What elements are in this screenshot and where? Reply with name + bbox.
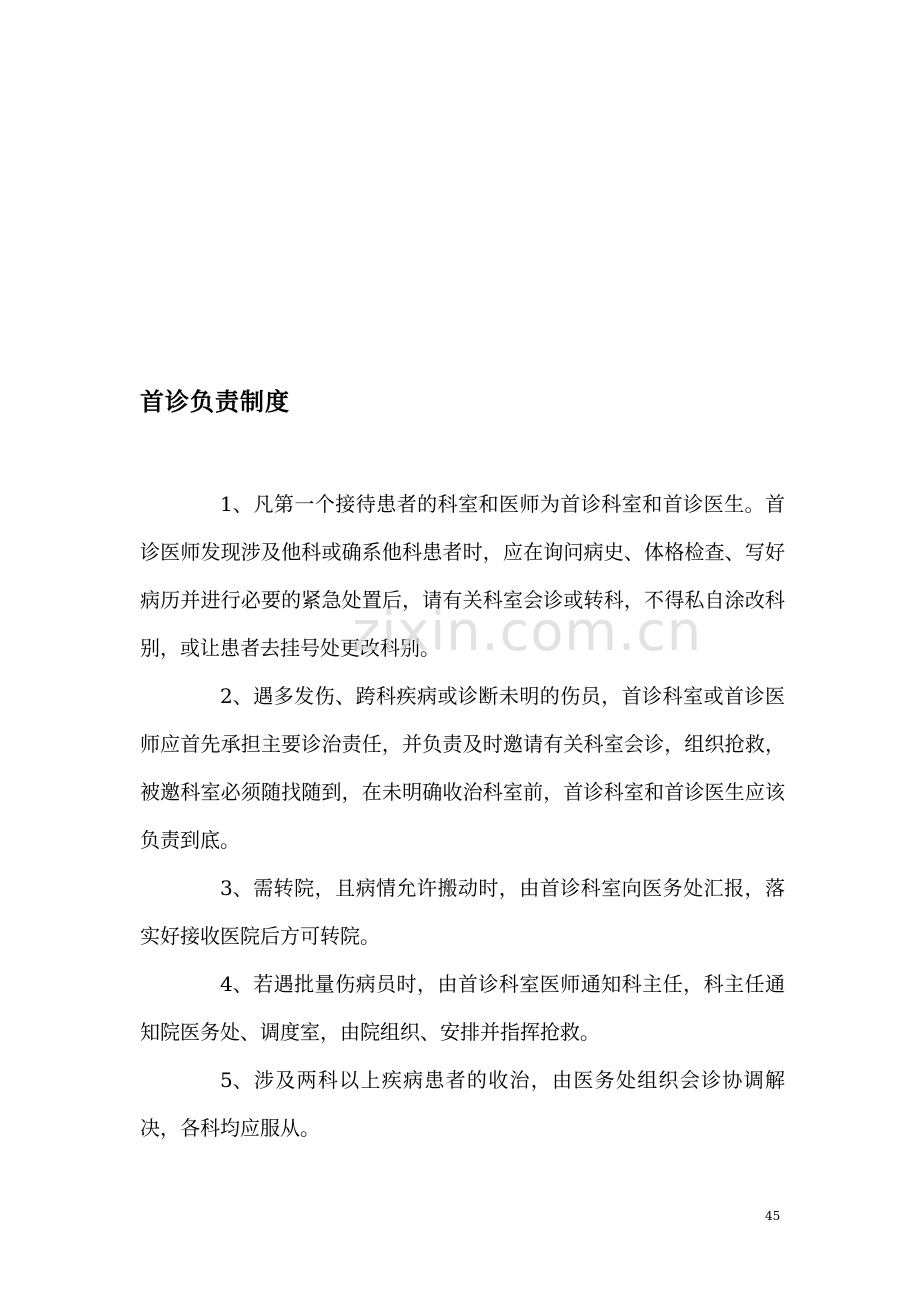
paragraph-text: 涉及两科以上疾病患者的收治，由医务处组织会诊协调解决，各科均应服从。 (140, 1068, 785, 1140)
paragraph-text: 需转院，且病情允许搬动时，由首诊科室向医务处汇报，落实好接收医院后方可转院。 (140, 876, 785, 948)
paragraph-number: 4、 (220, 972, 253, 996)
paragraph-text: 凡第一个接待患者的科室和医师为首诊科室和首诊医生。首诊医师发现涉及他科或确系他科患者时，应在询问病史、体格检查、写好病历并进行必要的紧急处置后，请有关科室会诊或转科，不得私自涂改科别，或让患者去挂号处更改科别。 (140, 492, 785, 660)
paragraph-number: 2、 (220, 684, 253, 708)
paragraph-2 (140, 672, 785, 864)
paragraph-text: 遇多发伤、跨科疾病或诊断未明的伤员，首诊科室或首诊医师应首先承担主要诊治责任，并负责及时邀请有关科室会诊，组织抢救，被邀科室必须随找随到，在未明确收治科室前，首诊科室和首诊医生应该负责到底。 (140, 684, 785, 852)
paragraph-3 (140, 864, 785, 960)
paragraph-number: 1、 (220, 492, 253, 516)
paragraph-number: 5、 (220, 1068, 253, 1092)
paragraph-4 (140, 960, 785, 1056)
document-body (140, 480, 785, 1152)
page-number: 45 (765, 1209, 781, 1223)
watermark: zixin.com.cn (352, 600, 703, 663)
paragraph-text: 若遇批量伤病员时，由首诊科室医师通知科主任，科主任通知院医务处、调度室，由院组织、安排并指挥抢救。 (140, 972, 785, 1044)
paragraph-number: 3、 (220, 876, 253, 900)
paragraph-5 (140, 1056, 785, 1152)
document-title: 首诊负责制度 (140, 387, 290, 416)
